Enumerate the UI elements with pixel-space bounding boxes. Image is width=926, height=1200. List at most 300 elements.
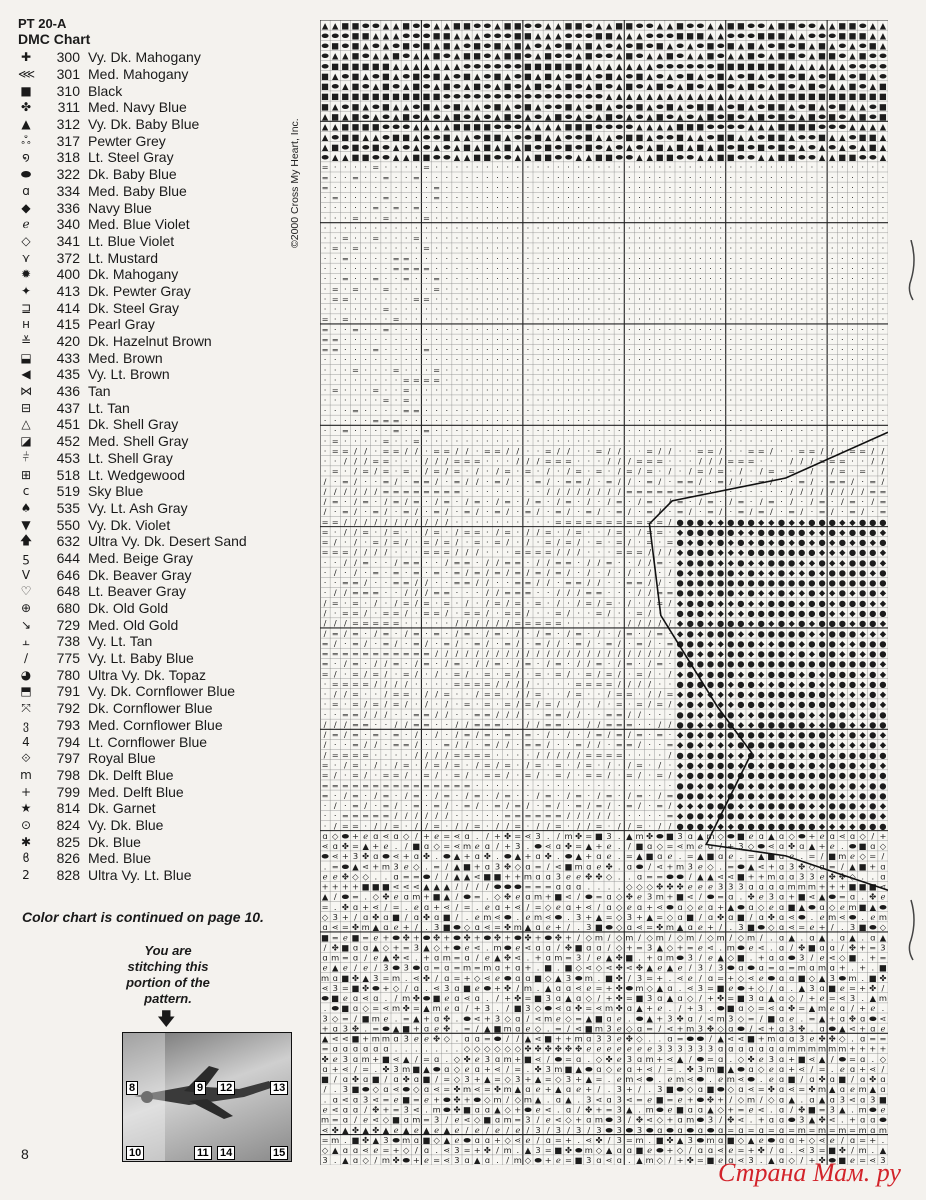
chart-cell: / [364,801,367,811]
chart-cell: = [565,517,572,527]
chart-cell: / [851,476,854,486]
chart-cell: ● [798,730,805,740]
chart-cell: · [516,466,519,476]
chart-cell: ▲ [555,71,562,81]
chart-cell: ▲ [717,101,724,111]
chart-cell: · [669,284,672,294]
chart-cell: ▲ [849,101,856,111]
chart-cell: = [595,730,602,740]
chart-cell: / [608,608,611,618]
chart-cell: = [464,608,471,618]
chart-cell: ▲ [413,61,420,71]
chart-cell: · [770,426,773,436]
chart-cell: ■ [514,41,522,51]
chart-cell: ⋖ [332,851,339,861]
chart-cell: · [831,294,834,304]
chart-cell: = [342,426,349,436]
chart-cell: · [435,253,438,263]
legend-symbol-icon: ვ [18,718,34,732]
chart-cell: · [729,233,732,243]
chart-cell: · [456,253,459,263]
chart-cell: / [506,507,509,517]
chart-cell: · [618,304,621,314]
floss-name: Lt. Tan [88,400,130,416]
chart-cell: ● [829,628,836,638]
chart-cell: ◆ [839,638,846,648]
chart-cell: ▲ [494,20,501,30]
chart-cell: · [324,385,327,395]
chart-cell: = [656,486,663,496]
chart-cell: ▲ [342,81,349,91]
chart-cell: · [770,193,773,203]
chart-cell: ■ [788,20,796,30]
chart-cell: · [435,578,438,588]
chart-cell: · [770,395,773,405]
chart-cell: + [727,841,734,851]
chart-cell: ● [768,578,775,588]
chart-cell: / [577,486,580,496]
chart-cell: · [435,719,438,729]
chart-cell: · [364,263,367,273]
chart-cell: · [740,193,743,203]
chart-cell: · [435,557,438,567]
chart-cell: = [545,719,552,729]
chart-cell: ▲ [575,112,582,122]
chart-cell: · [567,760,570,770]
chart-cell: · [882,324,885,334]
chart-cell: · [658,233,661,243]
chart-cell: · [496,304,499,314]
chart-cell: / [374,547,377,557]
chart-cell: ▲ [373,30,380,40]
chart-cell: ▲ [586,61,593,71]
chart-cell: ▲ [494,51,501,61]
chart-cell: · [374,405,377,415]
chart-cell: ▲ [859,142,866,152]
chart-cell: · [537,415,540,425]
chart-cell: · [547,588,550,598]
chart-cell: = [514,811,521,821]
chart-cell: · [577,334,580,344]
chart-cell: · [608,355,611,365]
chart-cell: · [669,253,672,263]
chart-cell: ▲ [575,51,582,61]
chart-cell: = [393,608,400,618]
chart-cell: / [415,811,418,821]
chart-cell: ◆ [849,537,856,547]
chart-cell: ⬬ [535,91,542,101]
chart-cell: · [679,456,682,466]
chart-cell: · [719,426,722,436]
legend-row [18,633,308,650]
chart-cell: ● [849,780,856,790]
chart-cell: = [575,517,582,527]
chart-cell: · [486,203,489,213]
legend-row [18,583,308,600]
chart-cell: · [598,618,601,628]
chart-cell: ▲ [322,20,329,30]
chart-cell: · [496,253,499,263]
chart-cell: · [750,486,753,496]
chart-cell: · [598,162,601,172]
chart-cell: · [608,537,611,547]
chart-cell: / [385,669,388,679]
chart-cell: · [618,801,621,811]
chart-cell: · [577,294,580,304]
chart-cell: · [567,284,570,294]
chart-cell: / [385,527,388,537]
stitch-chart-grid [320,20,888,1165]
chart-cell: / [648,689,651,699]
chart-cell: · [658,162,661,172]
chart-cell: · [547,355,550,365]
chart-cell: · [760,486,763,496]
legend-row [18,533,308,550]
chart-cell: · [608,426,611,436]
chart-cell: ■ [524,71,532,81]
chart-cell: · [466,375,469,385]
chart-cell: ⬬ [727,122,734,132]
chart-cell: = [555,770,562,780]
chart-cell: · [760,172,763,182]
chart-cell: ɑ [647,841,652,851]
chart-cell: · [821,355,824,365]
chart-cell: ● [788,770,795,780]
chart-cell: · [547,213,550,223]
chart-cell: = [382,213,389,223]
chart-cell: ■ [534,152,542,162]
chart-cell: ⬬ [616,152,623,162]
chart-cell: ■ [859,91,867,101]
chart-cell: ■ [575,20,583,30]
chart-cell: · [537,274,540,284]
chart-cell: · [516,385,519,395]
chart-cell: ● [788,780,795,790]
chart-cell: = [606,669,613,679]
chart-cell: · [476,355,479,365]
chart-cell: ◆ [788,730,795,740]
chart-cell: ■ [544,152,552,162]
chart-cell: ▲ [322,122,329,132]
chart-cell: = [545,618,552,628]
chart-cell: · [709,243,712,253]
chart-cell: = [646,537,653,547]
chart-cell: / [618,456,621,466]
chart-cell: · [821,304,824,314]
chart-cell: ■ [636,132,644,142]
chart-cell: ▲ [423,112,430,122]
chart-cell: · [395,507,398,517]
chart-cell: · [435,679,438,689]
chart-cell: / [374,486,377,496]
chart-cell: · [456,182,459,192]
chart-cell: ⬬ [514,101,521,111]
chart-cell: · [750,294,753,304]
legend-row [18,299,308,316]
chart-cell: = [464,628,471,638]
chart-cell: m [686,841,694,851]
chart-cell: ▲ [880,132,887,142]
chart-cell: ⬬ [565,152,572,162]
chart-cell: · [760,203,763,213]
chart-cell: / [567,770,570,780]
chart-cell: · [425,790,428,800]
chart-cell: · [831,162,834,172]
chart-cell: / [385,821,388,831]
chart-cell: ● [879,578,886,588]
chart-cell: · [476,405,479,415]
chart-cell: = [484,699,491,709]
chart-cell: ● [707,547,714,557]
chart-cell: · [415,537,418,547]
chart-cell: · [811,203,814,213]
chart-cell: · [811,375,814,385]
chart-cell: · [425,801,428,811]
chart-cell: · [709,284,712,294]
chart-cell: ◆ [880,740,887,750]
chart-cell: = [646,507,653,517]
chart-cell: ◆ [859,709,866,719]
chart-cell: ◆ [880,527,887,537]
chart-cell: ● [717,659,724,669]
chart-cell: · [486,486,489,496]
chart-cell: = [382,284,389,294]
floss-name: Black [88,83,122,99]
chart-cell: · [638,405,641,415]
chart-cell: / [557,750,560,760]
chart-cell: · [740,243,743,253]
chart-cell: ■ [402,41,410,51]
chart-cell: = [758,476,765,486]
chart-cell: ▲ [687,91,694,101]
chart-cell: ◆ [788,567,795,577]
chart-cell: ⬬ [504,91,511,101]
chart-cell: ▲ [687,51,694,61]
chart-cell: ◆ [880,689,887,699]
chart-cell: ⬬ [403,30,410,40]
chart-cell: ◆ [788,811,795,821]
chart-cell: · [689,426,692,436]
chart-cell: ● [737,740,744,750]
chart-cell: · [658,253,661,263]
chart-cell: / [354,507,357,517]
chart-cell: ▲ [748,91,755,101]
chart-cell: · [861,263,864,273]
chart-cell: = [646,486,653,496]
chart-cell: ■ [362,61,370,71]
chart-cell: / [811,456,814,466]
chart-cell: ◆ [707,709,714,719]
chart-cell: ◆ [687,567,694,577]
chart-cell: ■ [433,91,441,101]
chart-cell: · [831,263,834,273]
chart-cell: · [851,405,854,415]
chart-cell: · [324,375,327,385]
chart-cell: ⬬ [737,152,744,162]
chart-cell: ● [859,547,866,557]
chart-cell: · [425,385,428,395]
chart-cell: ▲ [667,71,674,81]
chart-cell: / [354,547,357,557]
chart-cell: ■ [341,61,349,71]
legend-row [18,366,308,383]
chart-cell: · [537,659,540,669]
chart-cell: ● [687,719,694,729]
chart-cell: ◆ [788,750,795,760]
chart-cell: = [464,578,471,588]
chart-cell: ● [778,567,785,577]
chart-cell: ▲ [586,841,593,851]
chart-cell: · [790,182,793,192]
chart-cell: ◆ [768,679,775,689]
chart-cell: · [648,415,651,425]
chart-cell: · [334,557,337,567]
chart-cell: ⬬ [464,41,471,51]
chart-cell: · [669,162,672,172]
chart-cell: ▲ [464,30,471,40]
chart-cell: · [587,162,590,172]
chart-cell: = [565,456,572,466]
chart-cell: · [435,395,438,405]
chart-cell: ■ [352,112,360,122]
chart-cell: / [648,578,651,588]
chart-cell: · [466,162,469,172]
chart-cell: · [445,426,448,436]
chart-cell: · [496,284,499,294]
chart-cell: = [545,456,552,466]
chart-cell: = [413,649,420,659]
chart-cell: ■ [402,112,410,122]
chart-cell: · [456,243,459,253]
chart-cell: ● [758,699,765,709]
chart-cell: ◆ [697,669,704,679]
chart-cell: · [374,446,377,456]
chart-cell: = [494,770,501,780]
chart-cell: · [435,385,438,395]
chart-cell: = [382,466,389,476]
chart-cell: · [780,284,783,294]
chart-cell: ■ [869,41,877,51]
chart-cell: · [516,253,519,263]
chart-cell: / [405,770,408,780]
chart-cell: ● [839,679,846,689]
chart-cell: / [567,486,570,496]
chart-cell: · [405,284,408,294]
chart-cell: · [760,314,763,324]
chart-cell: · [486,790,489,800]
chart-cell: · [800,162,803,172]
chart-cell: · [709,486,712,496]
chart-cell: · [567,365,570,375]
chart-cell: ⬬ [697,61,704,71]
chart-cell: · [669,507,672,517]
chart-cell: · [547,415,550,425]
chart-cell: · [405,426,408,436]
chart-cell: ◆ [728,557,735,567]
chart-cell: · [527,324,530,334]
chart-cell: · [506,355,509,365]
chart-cell: · [658,466,661,476]
chart-cell: / [648,557,651,567]
cell-label: 14 [217,1146,235,1160]
chart-cell: · [466,385,469,395]
chart-cell: · [729,426,732,436]
chart-cell: ● [676,578,683,588]
cell-label: 12 [217,1081,235,1095]
chart-cell: / [648,588,651,598]
chart-cell: · [364,294,367,304]
chart-cell: ▲ [444,112,451,122]
chart-cell: · [364,760,367,770]
chart-cell: · [780,274,783,284]
chart-cell: · [516,740,519,750]
chart-cell: · [425,740,428,750]
floss-name: Lt. Blue Violet [88,233,174,249]
chart-cell: · [648,750,651,760]
chart-cell: ■ [331,41,339,51]
chart-cell: · [395,456,398,466]
chart-cell: · [466,466,469,476]
chart-cell: ● [869,679,876,689]
chart-cell: = [433,182,440,192]
chart-cell: · [851,345,854,355]
chart-cell: ● [859,578,866,588]
chart-cell: = [332,284,339,294]
chart-cell: ● [778,547,785,557]
chart-cell: / [334,486,337,496]
chart-cell: ● [676,588,683,598]
chart-cell: · [841,324,844,334]
chart-cell: ⬬ [626,122,633,132]
chart-cell: = [585,517,592,527]
chart-cell: ● [849,669,856,679]
chart-cell: · [577,213,580,223]
chart-cell: / [466,618,469,628]
chart-cell: / [567,811,570,821]
chart-cell: · [496,233,499,243]
chart-cell: · [770,355,773,365]
chart-cell: · [770,274,773,284]
chart-cell: ✤ [504,831,511,841]
chart-cell: ● [768,598,775,608]
chart-cell: ● [737,689,744,699]
page-number: 8 [21,1146,29,1162]
chart-cell: ■ [341,122,349,132]
chart-cell: ◆ [839,557,846,567]
chart-cell: / [598,598,601,608]
chart-cell: · [729,334,732,344]
chart-cell: ▲ [606,61,613,71]
chart-cell: = [595,659,602,669]
chart-cell: = [535,811,542,821]
chart-cell: · [587,243,590,253]
legend-row [18,867,308,884]
chart-cell: ▲ [494,112,501,122]
chart-cell: · [841,446,844,456]
chart-cell: ▲ [616,91,623,101]
chart-cell: / [587,719,590,729]
chart-cell: ◆ [839,547,846,557]
chart-cell: ▲ [444,20,451,30]
chart-cell: · [547,233,550,243]
chart-cell: · [608,324,611,334]
chart-cell: · [516,284,519,294]
chart-cell: = [535,689,542,699]
chart-cell: / [324,486,327,496]
chart-cell: · [608,304,611,314]
legend-symbol-icon: ⬒ [18,684,34,698]
chart-cell: ▲ [849,122,856,132]
